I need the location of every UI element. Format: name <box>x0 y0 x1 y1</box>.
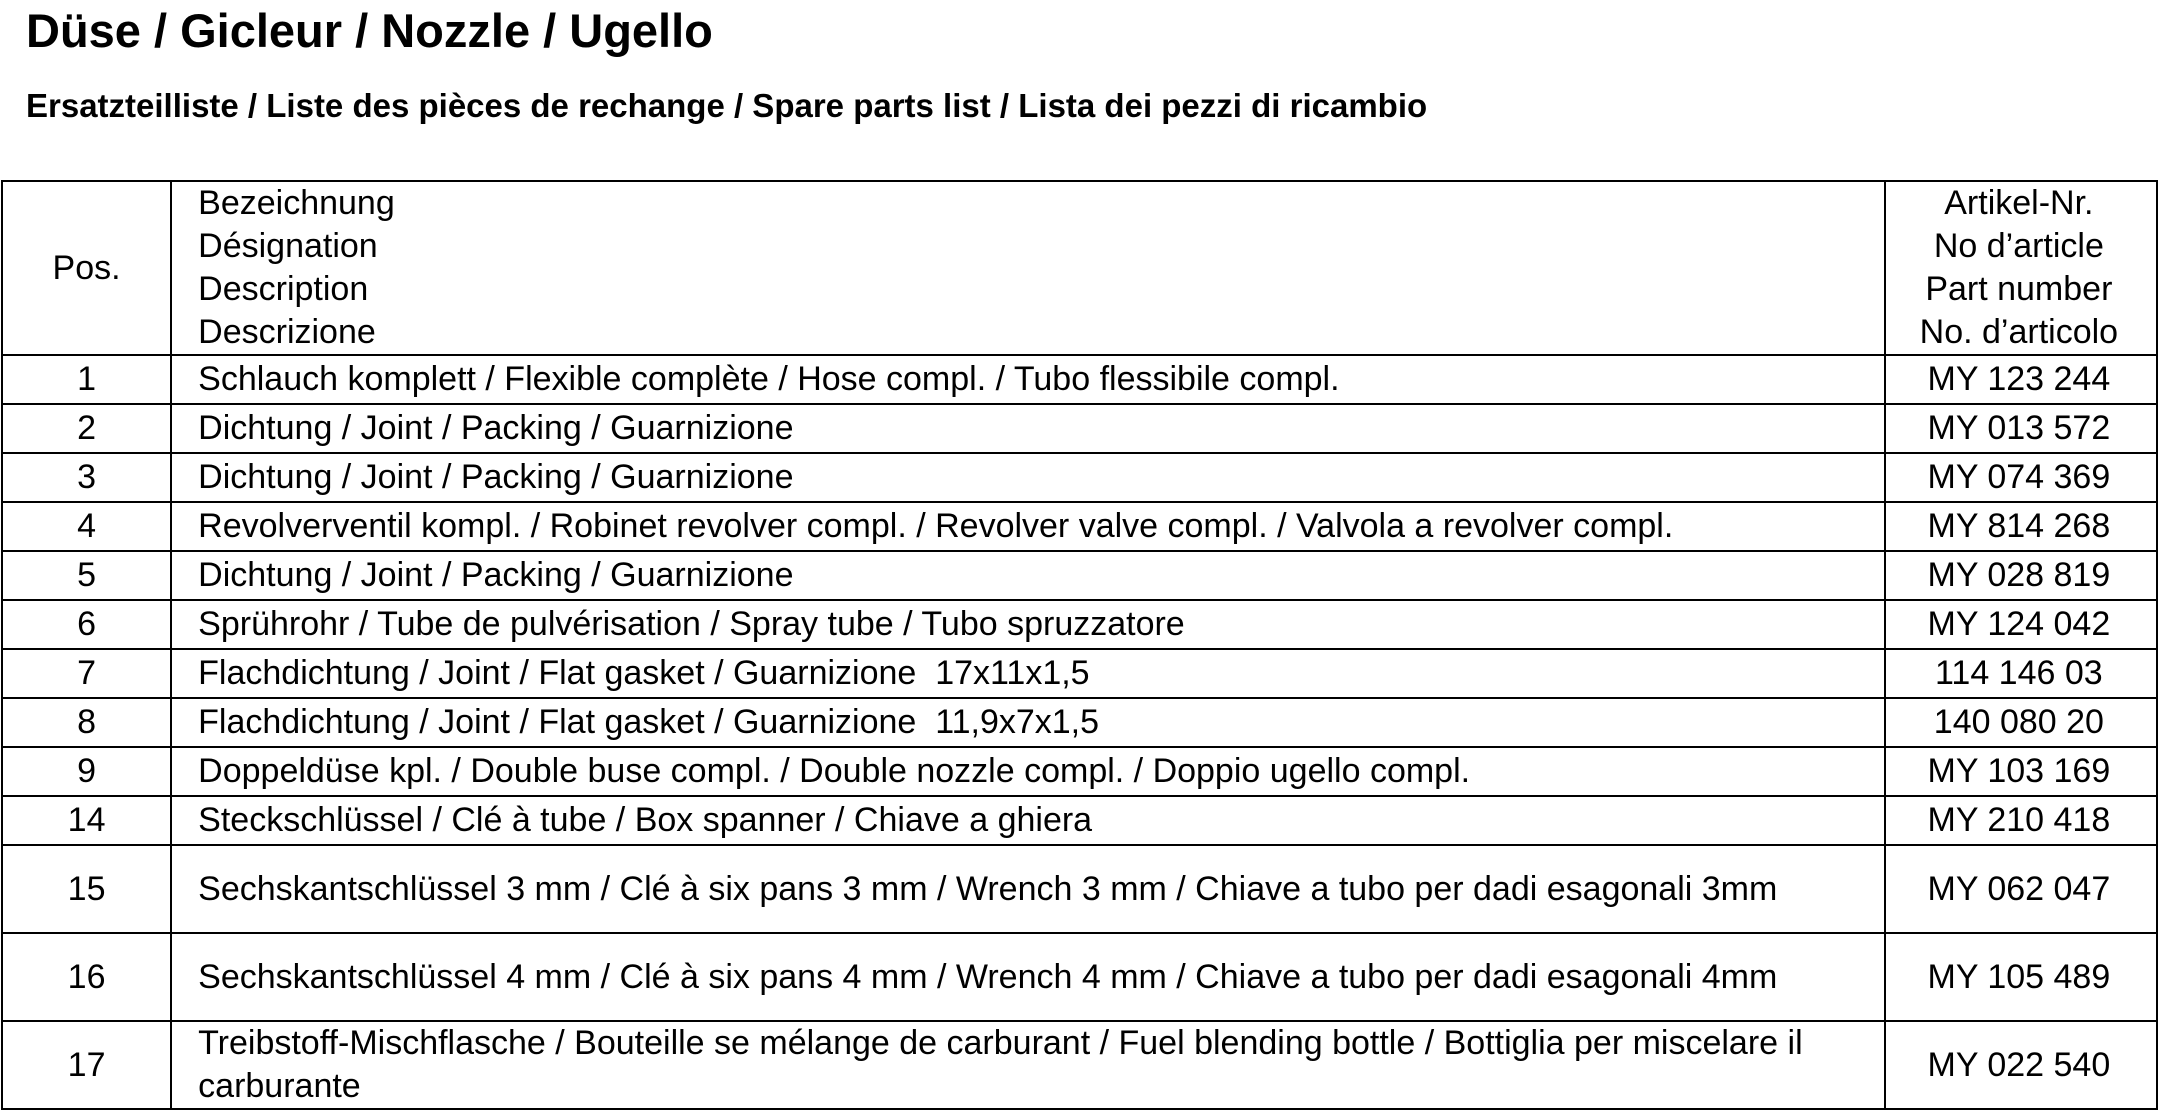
row-article: 140 080 20 <box>1885 698 2157 747</box>
row-pos: 2 <box>2 404 171 453</box>
row-description <box>171 747 1885 796</box>
table-row <box>2 933 2157 1021</box>
row-description-text: Sechskantschlüssel 3 mm / Clé à six pans 3 mm / Wrench 3 mm / Chiave a tubo per dadi esagonali 3mm <box>198 869 1778 908</box>
row-pos: 14 <box>2 796 171 845</box>
table-row <box>2 355 2157 404</box>
row-article: MY 013 572 <box>1885 404 2157 453</box>
row-description-text: Flachdichtung / Joint / Flat gasket / Guarnizione 17x11x1,5 <box>198 654 1090 692</box>
table-row <box>2 600 2157 649</box>
table-row <box>2 404 2157 453</box>
header-article-en: Part number <box>1925 270 2113 308</box>
row-pos: 6 <box>2 600 171 649</box>
header-description-en: Description <box>198 270 369 308</box>
row-description <box>171 355 1885 404</box>
row-article: MY 124 042 <box>1885 600 2157 649</box>
header-article-it: No. d’articolo <box>1919 313 2119 351</box>
spare-parts-table <box>1 180 2158 1110</box>
row-description-text: Schlauch komplett / Flexible complète / Hose compl. / Tubo flessibile compl. <box>198 360 1340 398</box>
row-article: 114 146 03 <box>1885 649 2157 698</box>
row-description-text: Revolverventil kompl. / Robinet revolver compl. / Revolver valve compl. / Valvola a revolver compl. <box>198 507 1674 545</box>
page-subtitle: Ersatzteilliste / Liste des pièces de rechange / Spare parts list / Lista dei pezzi di ricambio <box>26 87 1428 124</box>
table-row <box>2 796 2157 845</box>
page-title: Düse / Gicleur / Nozzle / Ugello <box>26 4 713 57</box>
table-row <box>2 747 2157 796</box>
row-pos: 9 <box>2 747 171 796</box>
row-description-text: Dichtung / Joint / Packing / Guarnizione <box>198 409 794 447</box>
table-row <box>2 551 2157 600</box>
header-description-fr: Désignation <box>198 227 378 265</box>
row-description-text: Sechskantschlüssel 4 mm / Clé à six pans 4 mm / Wrench 4 mm / Chiave a tubo per dadi esagonali 4mm <box>198 957 1778 996</box>
table-header-row <box>2 181 2157 355</box>
table-row <box>2 1021 2157 1109</box>
row-pos: 15 <box>2 845 171 933</box>
table-row <box>2 453 2157 502</box>
header-description <box>171 181 1885 355</box>
table-row <box>2 845 2157 933</box>
row-description <box>171 453 1885 502</box>
row-pos: 16 <box>2 933 171 1021</box>
row-article: MY 022 540 <box>1885 1021 2157 1109</box>
row-article: MY 814 268 <box>1885 502 2157 551</box>
table-row <box>2 502 2157 551</box>
row-description <box>171 404 1885 453</box>
row-description <box>171 600 1885 649</box>
row-pos: 1 <box>2 355 171 404</box>
row-description-text: Flachdichtung / Joint / Flat gasket / Guarnizione 11,9x7x1,5 <box>198 703 1100 741</box>
row-description-text: Treibstoff-Mischflasche / Bouteille se mélange de carburant / Fuel blending bottle / Bottiglia per miscelare il carburante <box>198 1024 1813 1105</box>
row-description <box>171 1021 1885 1109</box>
row-pos: 17 <box>2 1021 171 1109</box>
row-article: MY 028 819 <box>1885 551 2157 600</box>
row-article: MY 210 418 <box>1885 796 2157 845</box>
row-pos: 4 <box>2 502 171 551</box>
row-article: MY 123 244 <box>1885 355 2157 404</box>
row-article: MY 062 047 <box>1885 845 2157 933</box>
row-description <box>171 649 1885 698</box>
row-description <box>171 551 1885 600</box>
header-description-it: Descrizione <box>198 313 376 351</box>
row-description-text: Sprührohr / Tube de pulvérisation / Spray tube / Tubo spruzzatore <box>198 605 1185 643</box>
row-pos: 3 <box>2 453 171 502</box>
header-description-de: Bezeichnung <box>198 184 395 222</box>
table-row <box>2 649 2157 698</box>
header-article-fr: No d’article <box>1933 227 2104 265</box>
row-pos: 7 <box>2 649 171 698</box>
row-pos: 5 <box>2 551 171 600</box>
row-description <box>171 698 1885 747</box>
row-description-text: Dichtung / Joint / Packing / Guarnizione <box>198 458 794 496</box>
row-description <box>171 845 1885 933</box>
row-description-text: Doppeldüse kpl. / Double buse compl. / Double nozzle compl. / Doppio ugello compl. <box>198 752 1471 790</box>
header-article <box>1885 181 2157 355</box>
row-article: MY 105 489 <box>1885 933 2157 1021</box>
header-pos: Pos. <box>2 181 171 355</box>
row-description <box>171 796 1885 845</box>
row-article: MY 103 169 <box>1885 747 2157 796</box>
header-article-de: Artikel-Nr. <box>1944 184 2094 222</box>
row-description <box>171 502 1885 551</box>
row-description-text: Dichtung / Joint / Packing / Guarnizione <box>198 556 794 594</box>
row-pos: 8 <box>2 698 171 747</box>
row-description <box>171 933 1885 1021</box>
row-description-text: Steckschlüssel / Clé à tube / Box spanner / Chiave a ghiera <box>198 801 1093 839</box>
table-row <box>2 698 2157 747</box>
row-article: MY 074 369 <box>1885 453 2157 502</box>
